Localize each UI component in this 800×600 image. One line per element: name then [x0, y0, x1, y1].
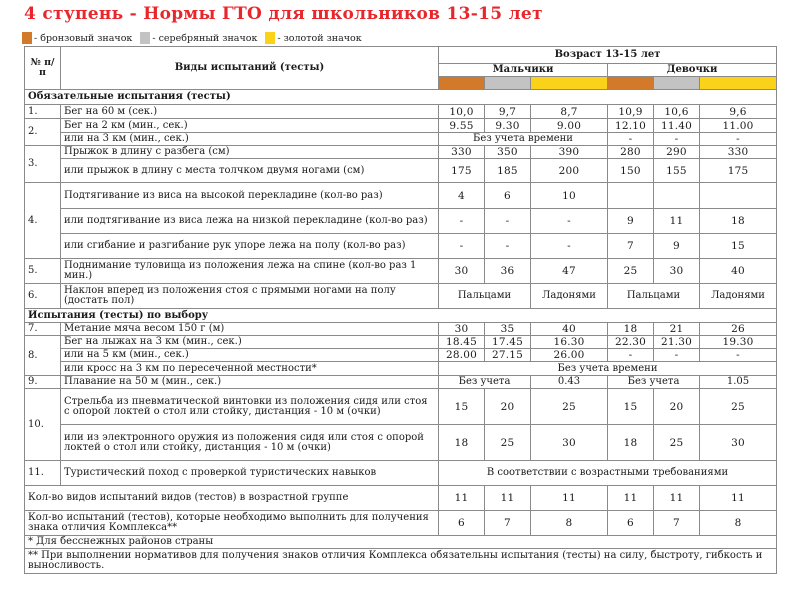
row-number: 6. — [25, 284, 61, 309]
test-name: Бег на 60 м (сек.) — [61, 105, 439, 119]
footnote-requirements: ** При выполнении нормативов для получения знаков отличия Комплекса обязательны испытания (тесты) на силу, быстроту, гибкость и выносливость. — [25, 549, 777, 574]
row-number: 7. — [25, 323, 61, 336]
value-cell: 9,7 — [485, 105, 531, 119]
table-row — [25, 133, 777, 146]
value-cell: 0.43 — [531, 376, 608, 389]
test-name: Кол-во видов испытаний видов (тестов) в возрастной группе — [25, 486, 439, 511]
table-row — [25, 389, 777, 425]
value-cell: 18 — [439, 425, 485, 461]
table-row — [25, 349, 777, 362]
value-cell: 185 — [485, 159, 531, 183]
table-row — [25, 159, 777, 183]
boys-silver-cell — [485, 77, 531, 90]
value-cell: 40 — [700, 259, 777, 284]
table-row — [25, 461, 777, 486]
value-cell: 21.30 — [654, 336, 700, 349]
girls-bronze-cell — [608, 77, 654, 90]
test-name: Стрельба из пневматической винтовки из положения сидя или стоя с опорой локтей о стол или стойку, дистанция - 10 м (очки) — [61, 389, 439, 425]
row-number: 1. — [25, 105, 61, 119]
value-cell: В соответствии с возрастными требованиями — [439, 461, 777, 486]
row-number: 11. — [25, 461, 61, 486]
table-row — [25, 119, 777, 133]
value-cell: Ладонями — [531, 284, 608, 309]
value-cell: 280 — [608, 146, 654, 159]
value-cell: 9,6 — [700, 105, 777, 119]
test-name: Поднимание туловища из положения лежа на спине (кол-во раз 1 мин.) — [61, 259, 439, 284]
gold-swatch — [265, 32, 275, 44]
value-cell: 15 — [700, 234, 777, 259]
test-name: или кросс на 3 км по пересеченной местности* — [61, 362, 439, 376]
girls-silver-cell — [654, 77, 700, 90]
boys-bronze-cell — [439, 77, 485, 90]
value-cell: 200 — [531, 159, 608, 183]
value-cell: 15 — [439, 389, 485, 425]
row-number: 4. — [25, 183, 61, 259]
value-cell: 20 — [485, 389, 531, 425]
value-cell: 290 — [654, 146, 700, 159]
value-cell: 30 — [654, 259, 700, 284]
test-name: или подтягивание из виса лежа на низкой перекладине (кол-во раз) — [61, 209, 439, 234]
value-cell: 19.30 — [700, 336, 777, 349]
value-cell: 6 — [485, 183, 531, 209]
value-cell: 9 — [608, 209, 654, 234]
table-row — [25, 259, 777, 284]
value-cell: 27.15 — [485, 349, 531, 362]
value-cell: 28.00 — [439, 349, 485, 362]
value-cell: 16.30 — [531, 336, 608, 349]
test-name: Подтягивание из виса на высокой перекладине (кол-во раз) — [61, 183, 439, 209]
test-name: или из электронного оружия из положения сидя или стоя с опорой локтей о стол или стойку, дистанция - 10 м (очки) — [61, 425, 439, 461]
table-row — [25, 486, 777, 511]
legend-bronze-label: - бронзовый значок — [34, 32, 133, 44]
value-cell: 9.00 — [531, 119, 608, 133]
value-cell: - — [531, 209, 608, 234]
value-cell: 10 — [531, 183, 608, 209]
section-optional: Испытания (тесты) по выбору — [25, 309, 777, 323]
value-cell: 150 — [608, 159, 654, 183]
legend-gold-label: - золотой значок — [277, 32, 362, 44]
test-name: или на 5 км (мин., сек.) — [61, 349, 439, 362]
value-cell: 8 — [531, 511, 608, 536]
value-cell: 390 — [531, 146, 608, 159]
value-cell: Без учета времени — [439, 362, 777, 376]
table-row — [25, 336, 777, 349]
header-age: Возраст 13-15 лет — [439, 47, 777, 64]
value-cell: - — [608, 349, 654, 362]
table-row — [25, 183, 777, 209]
value-cell: Ладонями — [700, 284, 777, 309]
value-cell: 7 — [485, 511, 531, 536]
test-name: Наклон вперед из положения стоя с прямыми ногами на полу (достать пол) — [61, 284, 439, 309]
test-name: Туристический поход с проверкой туристических навыков — [61, 461, 439, 486]
girls-gold-cell — [700, 77, 777, 90]
value-cell: 11.00 — [700, 119, 777, 133]
footnote-snowless: * Для бесснежных районов страны — [25, 536, 777, 549]
value-cell: 8 — [700, 511, 777, 536]
badge-legend — [22, 32, 370, 44]
value-cell: 155 — [654, 159, 700, 183]
value-cell: - — [654, 133, 700, 146]
value-cell: - — [531, 234, 608, 259]
value-cell: 175 — [700, 159, 777, 183]
value-cell: 330 — [439, 146, 485, 159]
test-name: Прыжок в длину с разбега (см) — [61, 146, 439, 159]
value-cell: 7 — [654, 511, 700, 536]
value-cell: 18 — [608, 425, 654, 461]
value-cell: 11 — [485, 486, 531, 511]
value-cell: 30 — [439, 259, 485, 284]
value-cell: 6 — [439, 511, 485, 536]
value-cell: 26 — [700, 323, 777, 336]
value-cell: 21 — [654, 323, 700, 336]
value-cell: - — [608, 133, 654, 146]
value-cell: 18.45 — [439, 336, 485, 349]
value-cell: 25 — [485, 425, 531, 461]
test-name: или прыжок в длину с места толчком двумя ногами (см) — [61, 159, 439, 183]
table-row — [25, 425, 777, 461]
value-cell: 35 — [485, 323, 531, 336]
value-cell: 350 — [485, 146, 531, 159]
boys-gold-cell — [531, 77, 608, 90]
row-number: 9. — [25, 376, 61, 389]
legend-silver-label: - серебряный значок — [152, 32, 258, 44]
table-row — [25, 376, 777, 389]
value-cell: 22.30 — [608, 336, 654, 349]
value-cell: 26.00 — [531, 349, 608, 362]
value-cell: 11 — [439, 486, 485, 511]
header-boys: Мальчики — [439, 64, 608, 77]
value-cell: - — [654, 349, 700, 362]
value-cell: - — [439, 209, 485, 234]
value-cell: - — [439, 234, 485, 259]
value-cell: 15 — [608, 389, 654, 425]
section-mandatory: Обязательные испытания (тесты) — [25, 90, 777, 105]
test-name: Бег на 2 км (мин., сек.) — [61, 119, 439, 133]
page-title: 4 ступень - Нормы ГТО для школьников 13-15 лет — [24, 4, 543, 24]
table-row — [25, 146, 777, 159]
test-name: Метание мяча весом 150 г (м) — [61, 323, 439, 336]
value-cell: - — [485, 234, 531, 259]
value-cell: 10,6 — [654, 105, 700, 119]
value-cell: 47 — [531, 259, 608, 284]
test-name: или сгибание и разгибание рук упоре лежа на полу (кол-во раз) — [61, 234, 439, 259]
value-cell: 10,0 — [439, 105, 485, 119]
value-cell: - — [485, 209, 531, 234]
value-cell: Без учета — [608, 376, 700, 389]
value-cell: 11 — [700, 486, 777, 511]
value-cell: 8,7 — [531, 105, 608, 119]
header-tests: Виды испытаний (тесты) — [61, 47, 439, 90]
value-cell: 9.55 — [439, 119, 485, 133]
value-cell: 18 — [608, 323, 654, 336]
value-cell: Пальцами — [608, 284, 700, 309]
table-row — [25, 511, 777, 536]
table-row — [25, 234, 777, 259]
table-row — [25, 105, 777, 119]
value-cell: 9 — [654, 234, 700, 259]
value-cell: 30 — [439, 323, 485, 336]
value-cell: 25 — [608, 259, 654, 284]
value-cell: 9.30 — [485, 119, 531, 133]
silver-swatch — [140, 32, 150, 44]
value-cell: Пальцами — [439, 284, 531, 309]
value-cell: 30 — [700, 425, 777, 461]
value-cell: 25 — [531, 389, 608, 425]
value-cell: 30 — [531, 425, 608, 461]
value-cell: - — [700, 133, 777, 146]
gto-norms-table — [24, 46, 777, 574]
bronze-swatch — [22, 32, 32, 44]
value-cell: 20 — [654, 389, 700, 425]
value-cell — [700, 183, 777, 209]
table-row — [25, 209, 777, 234]
header-girls: Девочки — [608, 64, 777, 77]
value-cell: 4 — [439, 183, 485, 209]
value-cell — [654, 183, 700, 209]
test-name: Бег на лыжах на 3 км (мин., сек.) — [61, 336, 439, 349]
value-cell: 11 — [654, 209, 700, 234]
value-cell: 36 — [485, 259, 531, 284]
value-cell: 330 — [700, 146, 777, 159]
value-cell: - — [700, 349, 777, 362]
value-cell: Без учета — [439, 376, 531, 389]
value-cell: 40 — [531, 323, 608, 336]
row-number: 8. — [25, 336, 61, 376]
row-number: 5. — [25, 259, 61, 284]
value-cell: 1.05 — [700, 376, 777, 389]
test-name: Плавание на 50 м (мин., сек.) — [61, 376, 439, 389]
value-cell: 6 — [608, 511, 654, 536]
value-cell: 18 — [700, 209, 777, 234]
value-cell: 17.45 — [485, 336, 531, 349]
value-cell: Без учета времени — [439, 133, 608, 146]
table-row — [25, 323, 777, 336]
value-cell: 11 — [531, 486, 608, 511]
value-cell: 12.10 — [608, 119, 654, 133]
value-cell: 25 — [654, 425, 700, 461]
value-cell: 11.40 — [654, 119, 700, 133]
test-name: или на 3 км (мин., сек.) — [61, 133, 439, 146]
row-number: 2. — [25, 119, 61, 146]
value-cell: 175 — [439, 159, 485, 183]
value-cell: 25 — [700, 389, 777, 425]
value-cell: 11 — [654, 486, 700, 511]
table-row — [25, 284, 777, 309]
table-row — [25, 362, 777, 376]
test-name: Кол-во испытаний (тестов), которые необходимо выполнить для получения знака отличия Комплекса** — [25, 511, 439, 536]
header-num: № п/п — [25, 47, 61, 90]
row-number: 3. — [25, 146, 61, 183]
value-cell: 11 — [608, 486, 654, 511]
row-number: 10. — [25, 389, 61, 461]
value-cell — [608, 183, 654, 209]
value-cell: 7 — [608, 234, 654, 259]
value-cell: 10,9 — [608, 105, 654, 119]
